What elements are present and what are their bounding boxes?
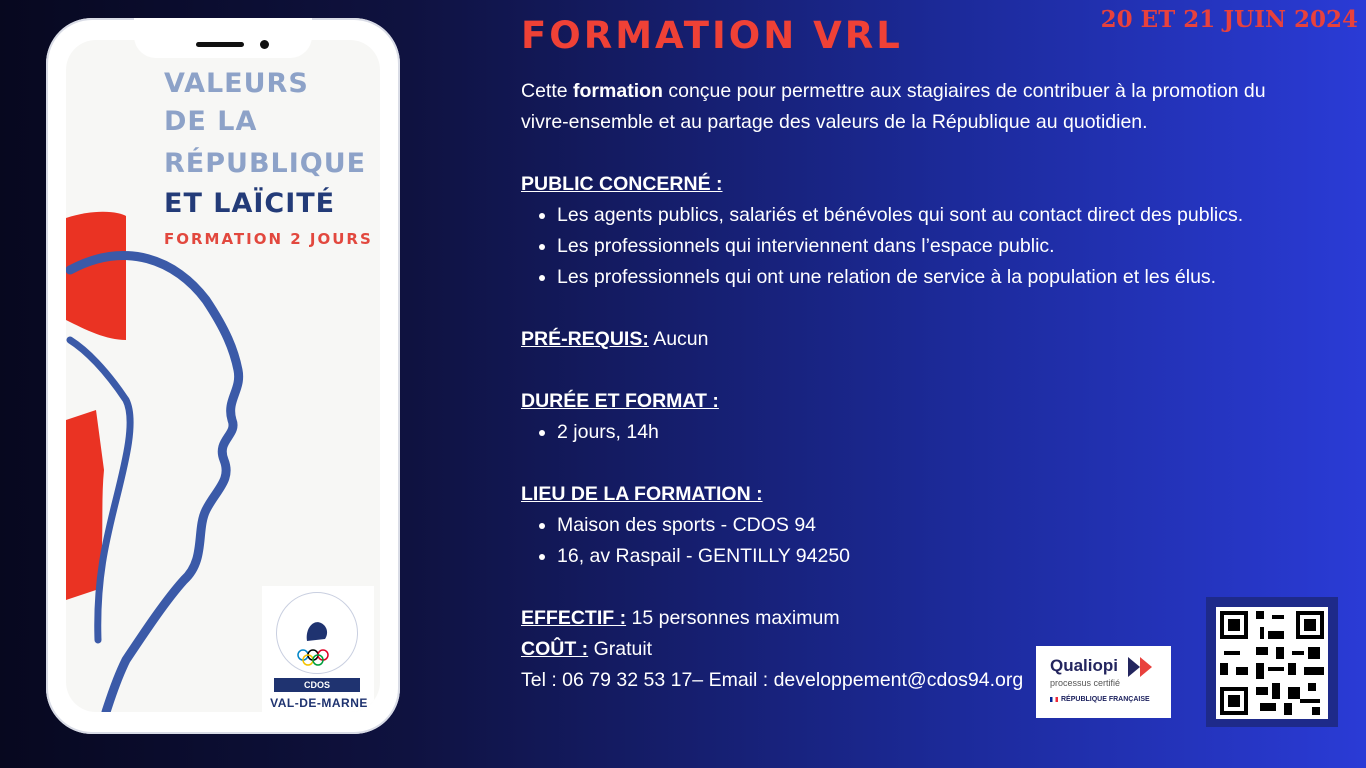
- list-item: • 2 jours, 14h: [557, 417, 1301, 448]
- qualiopi-badge: [1036, 646, 1171, 718]
- list-item: • Maison des sports - CDOS 94: [557, 510, 1301, 541]
- qualiopi-country-text: RÉPUBLIQUE FRANÇAISE: [1061, 696, 1150, 703]
- intro-paragraph: [521, 76, 1301, 138]
- cdos-badge: CDOS: [274, 678, 360, 692]
- qualiopi-name: Qualiopi: [1050, 656, 1118, 675]
- lieu-list: [521, 510, 1301, 572]
- poster-title-line-3: RÉPUBLIQUE: [164, 148, 367, 179]
- speaker-icon: [196, 42, 244, 47]
- qualiopi-arrows-icon: [1128, 657, 1158, 677]
- list-item: • 16, av Raspail - GENTILLY 94250: [557, 541, 1301, 572]
- camera-icon: [260, 40, 269, 49]
- phone-mockup: [46, 18, 400, 734]
- qr-icon: [1216, 607, 1328, 719]
- qualiopi-country: [1050, 696, 1150, 703]
- prerequis-value: Aucun: [648, 328, 709, 350]
- duree-label: DURÉE ET FORMAT :: [521, 390, 719, 412]
- list-item: • Les professionnels qui interviennent dans l’espace public.: [557, 231, 1301, 262]
- cout-line: [521, 634, 1301, 665]
- cout-value: Gratuit: [588, 638, 653, 660]
- contact-line: Tel : 06 79 32 53 17– Email : developpement@cdos94.org: [521, 669, 1024, 691]
- effectif-line: [521, 603, 1301, 634]
- intro-bold: formation: [573, 80, 663, 102]
- qr-code-pattern: [1216, 607, 1328, 719]
- cout-label: COÛT :: [521, 638, 589, 660]
- phone-notch: [134, 18, 312, 58]
- duree-list: [521, 417, 1301, 448]
- effectif-value: 15 personnes maximum: [626, 607, 840, 629]
- prerequis-label: PRÉ-REQUIS:: [521, 328, 649, 350]
- effectif-label: EFFECTIF :: [521, 607, 627, 629]
- public-list: [521, 200, 1301, 293]
- poster-title-line-2: DE LA: [164, 106, 258, 137]
- list-item: • Les professionnels qui ont une relation de service à la population et les élus.: [557, 262, 1301, 293]
- poster-title-line-4: ET LAÏCITÉ: [164, 188, 336, 219]
- french-flag-icon: [1050, 697, 1058, 702]
- olympic-ring-emblem: [276, 592, 358, 674]
- list-item: • Les agents publics, salariés et bénévoles qui sont au contact direct des publics.: [557, 200, 1301, 231]
- public-label: PUBLIC CONCERNÉ :: [521, 173, 723, 195]
- page-title: FORMATION VRL: [521, 14, 903, 57]
- cdos-place: VAL-DE-MARNE: [270, 696, 368, 710]
- poster-subtitle: FORMATION 2 JOURS: [164, 230, 373, 248]
- event-date: 20 ET 21 JUIN 2024: [1100, 6, 1358, 33]
- qr-code[interactable]: [1206, 597, 1338, 727]
- phone-screen: [66, 40, 380, 712]
- qualiopi-subtitle: processus certifié: [1050, 678, 1121, 688]
- poster-title-line-1: VALEURS: [164, 68, 309, 99]
- intro-text-start: Cette: [521, 80, 574, 102]
- lieu-label: LIEU DE LA FORMATION :: [521, 483, 763, 505]
- prerequis-line: [521, 324, 1301, 355]
- formation-details: [521, 76, 1301, 696]
- intro-text-end: conçue pour permettre aux stagiaires de contribuer à la promotion du vivre-ensemble et au partage des valeurs de la République au quotidien.: [521, 80, 1266, 133]
- cdos-logo: [262, 586, 374, 712]
- rooster-icon: [277, 593, 357, 673]
